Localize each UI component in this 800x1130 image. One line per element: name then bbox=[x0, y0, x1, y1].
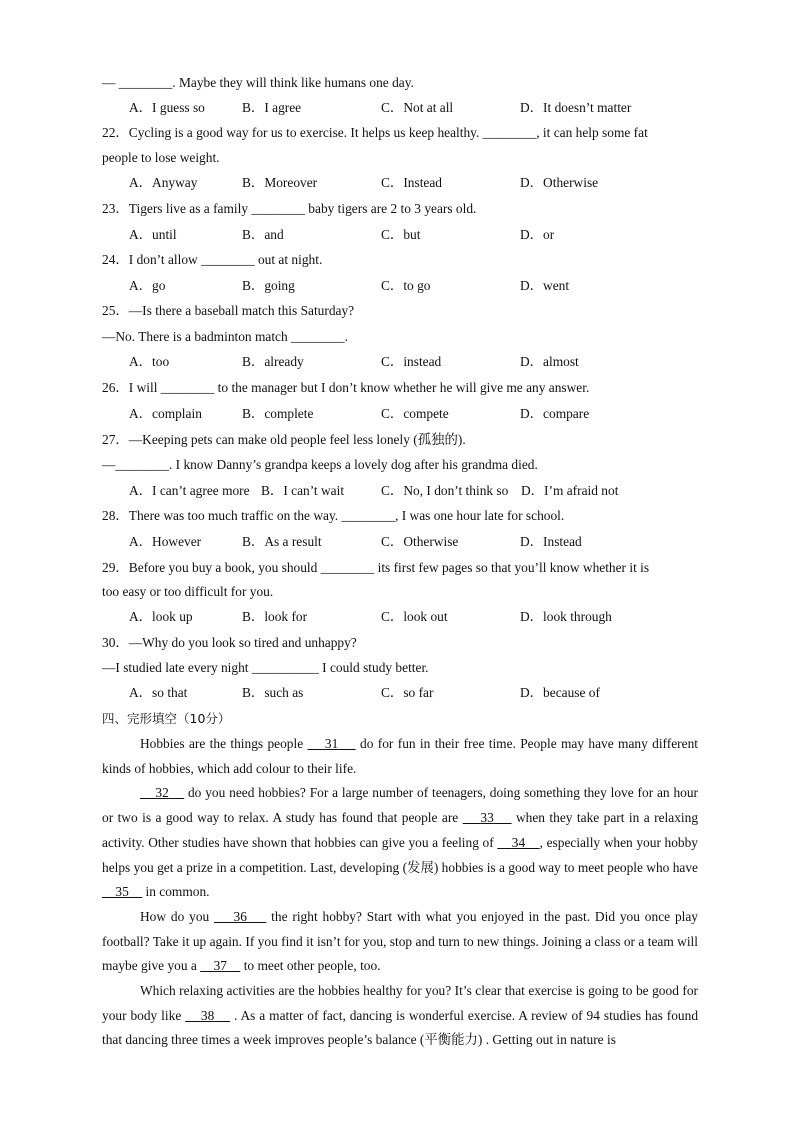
question-26-stem: 26．I will ________ to the manager but I don’t know whether he will give me any answer. bbox=[102, 380, 590, 395]
question-24-stem: 24．I don’t allow ________ out at night. bbox=[102, 252, 323, 267]
q30-option-a: A．so that bbox=[129, 685, 188, 700]
cloze-text: How do you bbox=[140, 908, 215, 924]
q22-option-a: A．Anyway bbox=[129, 175, 198, 190]
q30-option-d: D．because of bbox=[520, 685, 600, 700]
question-22-stem-cont: people to lose weight. bbox=[102, 150, 220, 165]
question-23-stem: 23．Tigers live as a family ________ baby tigers are 2 to 3 years old. bbox=[102, 201, 477, 216]
q27-option-c: C．No, I don’t think so bbox=[381, 483, 509, 498]
question-22-stem: 22．Cycling is a good way for us to exercise. It helps us keep healthy. ________, it can help some fat bbox=[102, 125, 648, 140]
blank-37 bbox=[200, 958, 240, 973]
question-30-stem: 30．—Why do you look so tired and unhappy? bbox=[102, 635, 357, 650]
q24-option-a: A．go bbox=[129, 278, 166, 293]
q28-option-d: D．Instead bbox=[520, 534, 582, 549]
cloze-text: Which relaxing activities are the hobbies healthy for you? It’s clear that exercise is going to be good for your body like bbox=[102, 983, 698, 1023]
question-27-reply: —________. I know Danny’s grandpa keeps a lovely dog after his grandma died. bbox=[102, 457, 538, 472]
q30-option-b: B．such as bbox=[242, 685, 304, 700]
q26-option-a: A．complain bbox=[129, 406, 202, 421]
q24-option-b: B．going bbox=[242, 278, 295, 293]
q24-option-c: C．to go bbox=[381, 278, 431, 293]
q22-option-d: D．Otherwise bbox=[520, 175, 599, 190]
question-30-reply: —I studied late every night __________ I could study better. bbox=[102, 660, 429, 675]
cloze-text: when they take part in a relaxing activity. Other studies have shown that hobbies can give you a feeling of bbox=[102, 810, 699, 850]
q25-option-c: C．instead bbox=[381, 354, 442, 369]
cloze-text: do you need hobbies? For a large number of teenagers, doing something they love for an hour or two is a good way to relax. A study has found that people are bbox=[102, 785, 699, 826]
q27-option-a: A．I can’t agree more bbox=[129, 483, 250, 498]
q21-option-b: B．I agree bbox=[242, 100, 302, 115]
blank-number: 34 bbox=[511, 834, 526, 850]
q29-option-a: A．look up bbox=[129, 609, 193, 624]
q29-option-b: B．look for bbox=[242, 609, 308, 624]
blank-number: 37 bbox=[213, 958, 227, 974]
blank-number: 35 bbox=[115, 884, 129, 900]
q23-option-b: B．and bbox=[242, 227, 284, 242]
q21-option-c: C．Not at all bbox=[381, 100, 454, 115]
blank-number: 33 bbox=[480, 810, 494, 826]
blank-number: 38 bbox=[200, 1007, 215, 1023]
q27-option-b: B．I can’t wait bbox=[261, 483, 345, 498]
question-29-stem-cont: too easy or too difficult for you. bbox=[102, 584, 274, 599]
q22-option-c: C．Instead bbox=[381, 175, 442, 190]
blank-number: 32 bbox=[155, 785, 169, 801]
q23-option-d: D．or bbox=[520, 227, 555, 242]
cloze-text: the right hobby? Start with what you enjoyed in the past. Did you once play football? Take it up again. If you find it isn’t for you, stop and turn to new things. Joining a class or a team will maybe give you a bbox=[102, 908, 698, 974]
cloze-paragraph-3 bbox=[102, 905, 698, 979]
q29-option-d: D．look through bbox=[520, 609, 612, 624]
q29-option-c: C．look out bbox=[381, 609, 448, 624]
question-28-stem: 28．There was too much traffic on the way. ________, I was one hour late for school. bbox=[102, 508, 565, 523]
blank-38 bbox=[185, 1008, 230, 1023]
cloze-text: in common. bbox=[142, 884, 210, 900]
cloze-paragraph-4 bbox=[102, 979, 698, 1053]
question-21-dialogue: — ________. Maybe they will think like humans one day. bbox=[102, 75, 414, 90]
blank-32 bbox=[140, 785, 184, 800]
cloze-paragraph-1 bbox=[102, 732, 698, 781]
blank-36 bbox=[214, 909, 266, 924]
blank-34 bbox=[497, 835, 539, 850]
question-25-stem: 25．—Is there a baseball match this Saturday? bbox=[102, 303, 355, 318]
q26-option-c: C．compete bbox=[381, 406, 449, 421]
q23-option-c: C．but bbox=[381, 227, 421, 242]
q24-option-d: D．went bbox=[520, 278, 570, 293]
cloze-text: do for fun in their free time. People may have many different kinds of hobbies, which add colour to their life. bbox=[102, 736, 698, 776]
q30-option-c: C．so far bbox=[381, 685, 434, 700]
q27-option-d: D．I’m afraid not bbox=[521, 483, 619, 498]
section-heading-cloze: 四、完形填空（10分） bbox=[102, 711, 231, 726]
blank-35 bbox=[102, 884, 142, 899]
blank-31 bbox=[308, 736, 356, 751]
question-27-stem: 27．—Keeping pets can make old people feel less lonely (孤独的). bbox=[102, 432, 466, 447]
q28-option-a: A．However bbox=[129, 534, 202, 549]
blank-number: 31 bbox=[324, 736, 339, 751]
blank-33 bbox=[463, 810, 512, 825]
cloze-paragraph-2 bbox=[102, 781, 698, 905]
question-25-reply: —No. There is a badminton match ________. bbox=[102, 329, 348, 344]
q22-option-b: B．Moreover bbox=[242, 175, 318, 190]
blank-number: 36 bbox=[233, 908, 247, 924]
cloze-text: Hobbies are the things people bbox=[140, 736, 308, 751]
q21-option-d: D．It doesn’t matter bbox=[520, 100, 632, 115]
cloze-passage bbox=[102, 732, 698, 1053]
q21-option-a: A．I guess so bbox=[129, 100, 205, 115]
question-29-stem: 29．Before you buy a book, you should ________ its first few pages so that you’ll know whether it is bbox=[102, 560, 650, 575]
q26-option-b: B．complete bbox=[242, 406, 314, 421]
q28-option-b: B．As a result bbox=[242, 534, 322, 549]
cloze-text: , especially when your hobby helps you get a prize in a competition. Last, developing (发展) hobbies is a good way to meet people who have bbox=[102, 834, 698, 875]
cloze-text: . As a matter of fact, dancing is wonderful exercise. A review of 94 studies has found that dancing three times a week improves people’s balance (平衡能力) . Getting out in nature is bbox=[102, 1007, 699, 1048]
q23-option-a: A．until bbox=[129, 227, 177, 242]
cloze-text: to meet other people, too. bbox=[240, 958, 381, 974]
q25-option-a: A．too bbox=[129, 354, 170, 369]
q25-option-b: B．already bbox=[242, 354, 304, 369]
q28-option-c: C．Otherwise bbox=[381, 534, 459, 549]
q26-option-d: D．compare bbox=[520, 406, 590, 421]
q25-option-d: D．almost bbox=[520, 354, 579, 369]
